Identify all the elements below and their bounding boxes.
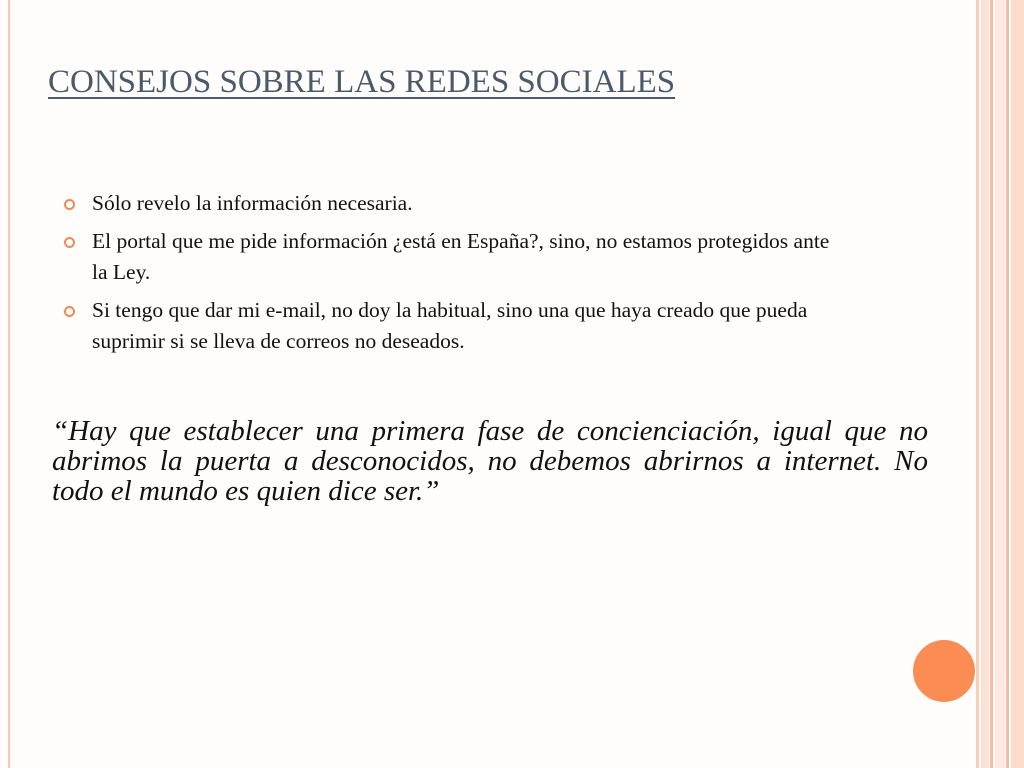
- bullet-text: El portal que me pide información ¿está en España?, sino, no estamos protegidos ante la Ley.: [92, 229, 830, 284]
- bullet-circle-icon: [64, 199, 75, 210]
- bullet-list: [62, 188, 842, 364]
- bullet-item: [62, 226, 842, 288]
- quote-text: “Hay que establecer una primera fase de concienciación, igual que no abrimos la puerta a desconocidos, no debemos abrirnos a internet. No todo el mundo es quien dice ser.”: [52, 415, 928, 507]
- bullet-circle-icon: [64, 306, 75, 317]
- slide-title: CONSEJOS SOBRE LAS REDES SOCIALES: [48, 64, 676, 100]
- bullet-text: Si tengo que dar mi e-mail, no doy la habitual, sino una que haya creado que pueda suprimir si se lleva de correos no deseados.: [92, 298, 808, 353]
- right-stripe-4: [995, 0, 1005, 768]
- left-border-line: [8, 0, 10, 768]
- bullet-circle-icon: [64, 237, 75, 248]
- bullet-text: Sólo revelo la información necesaria.: [92, 191, 413, 215]
- decorative-orange-circle: [913, 640, 975, 702]
- right-stripe-3: [990, 0, 993, 768]
- right-stripe-5: [1006, 0, 1009, 768]
- right-stripe-1: [976, 0, 979, 768]
- right-stripe-2: [981, 0, 989, 768]
- bullet-item: [62, 188, 842, 219]
- right-stripe-6: [1011, 0, 1024, 768]
- bullet-item: [62, 295, 842, 357]
